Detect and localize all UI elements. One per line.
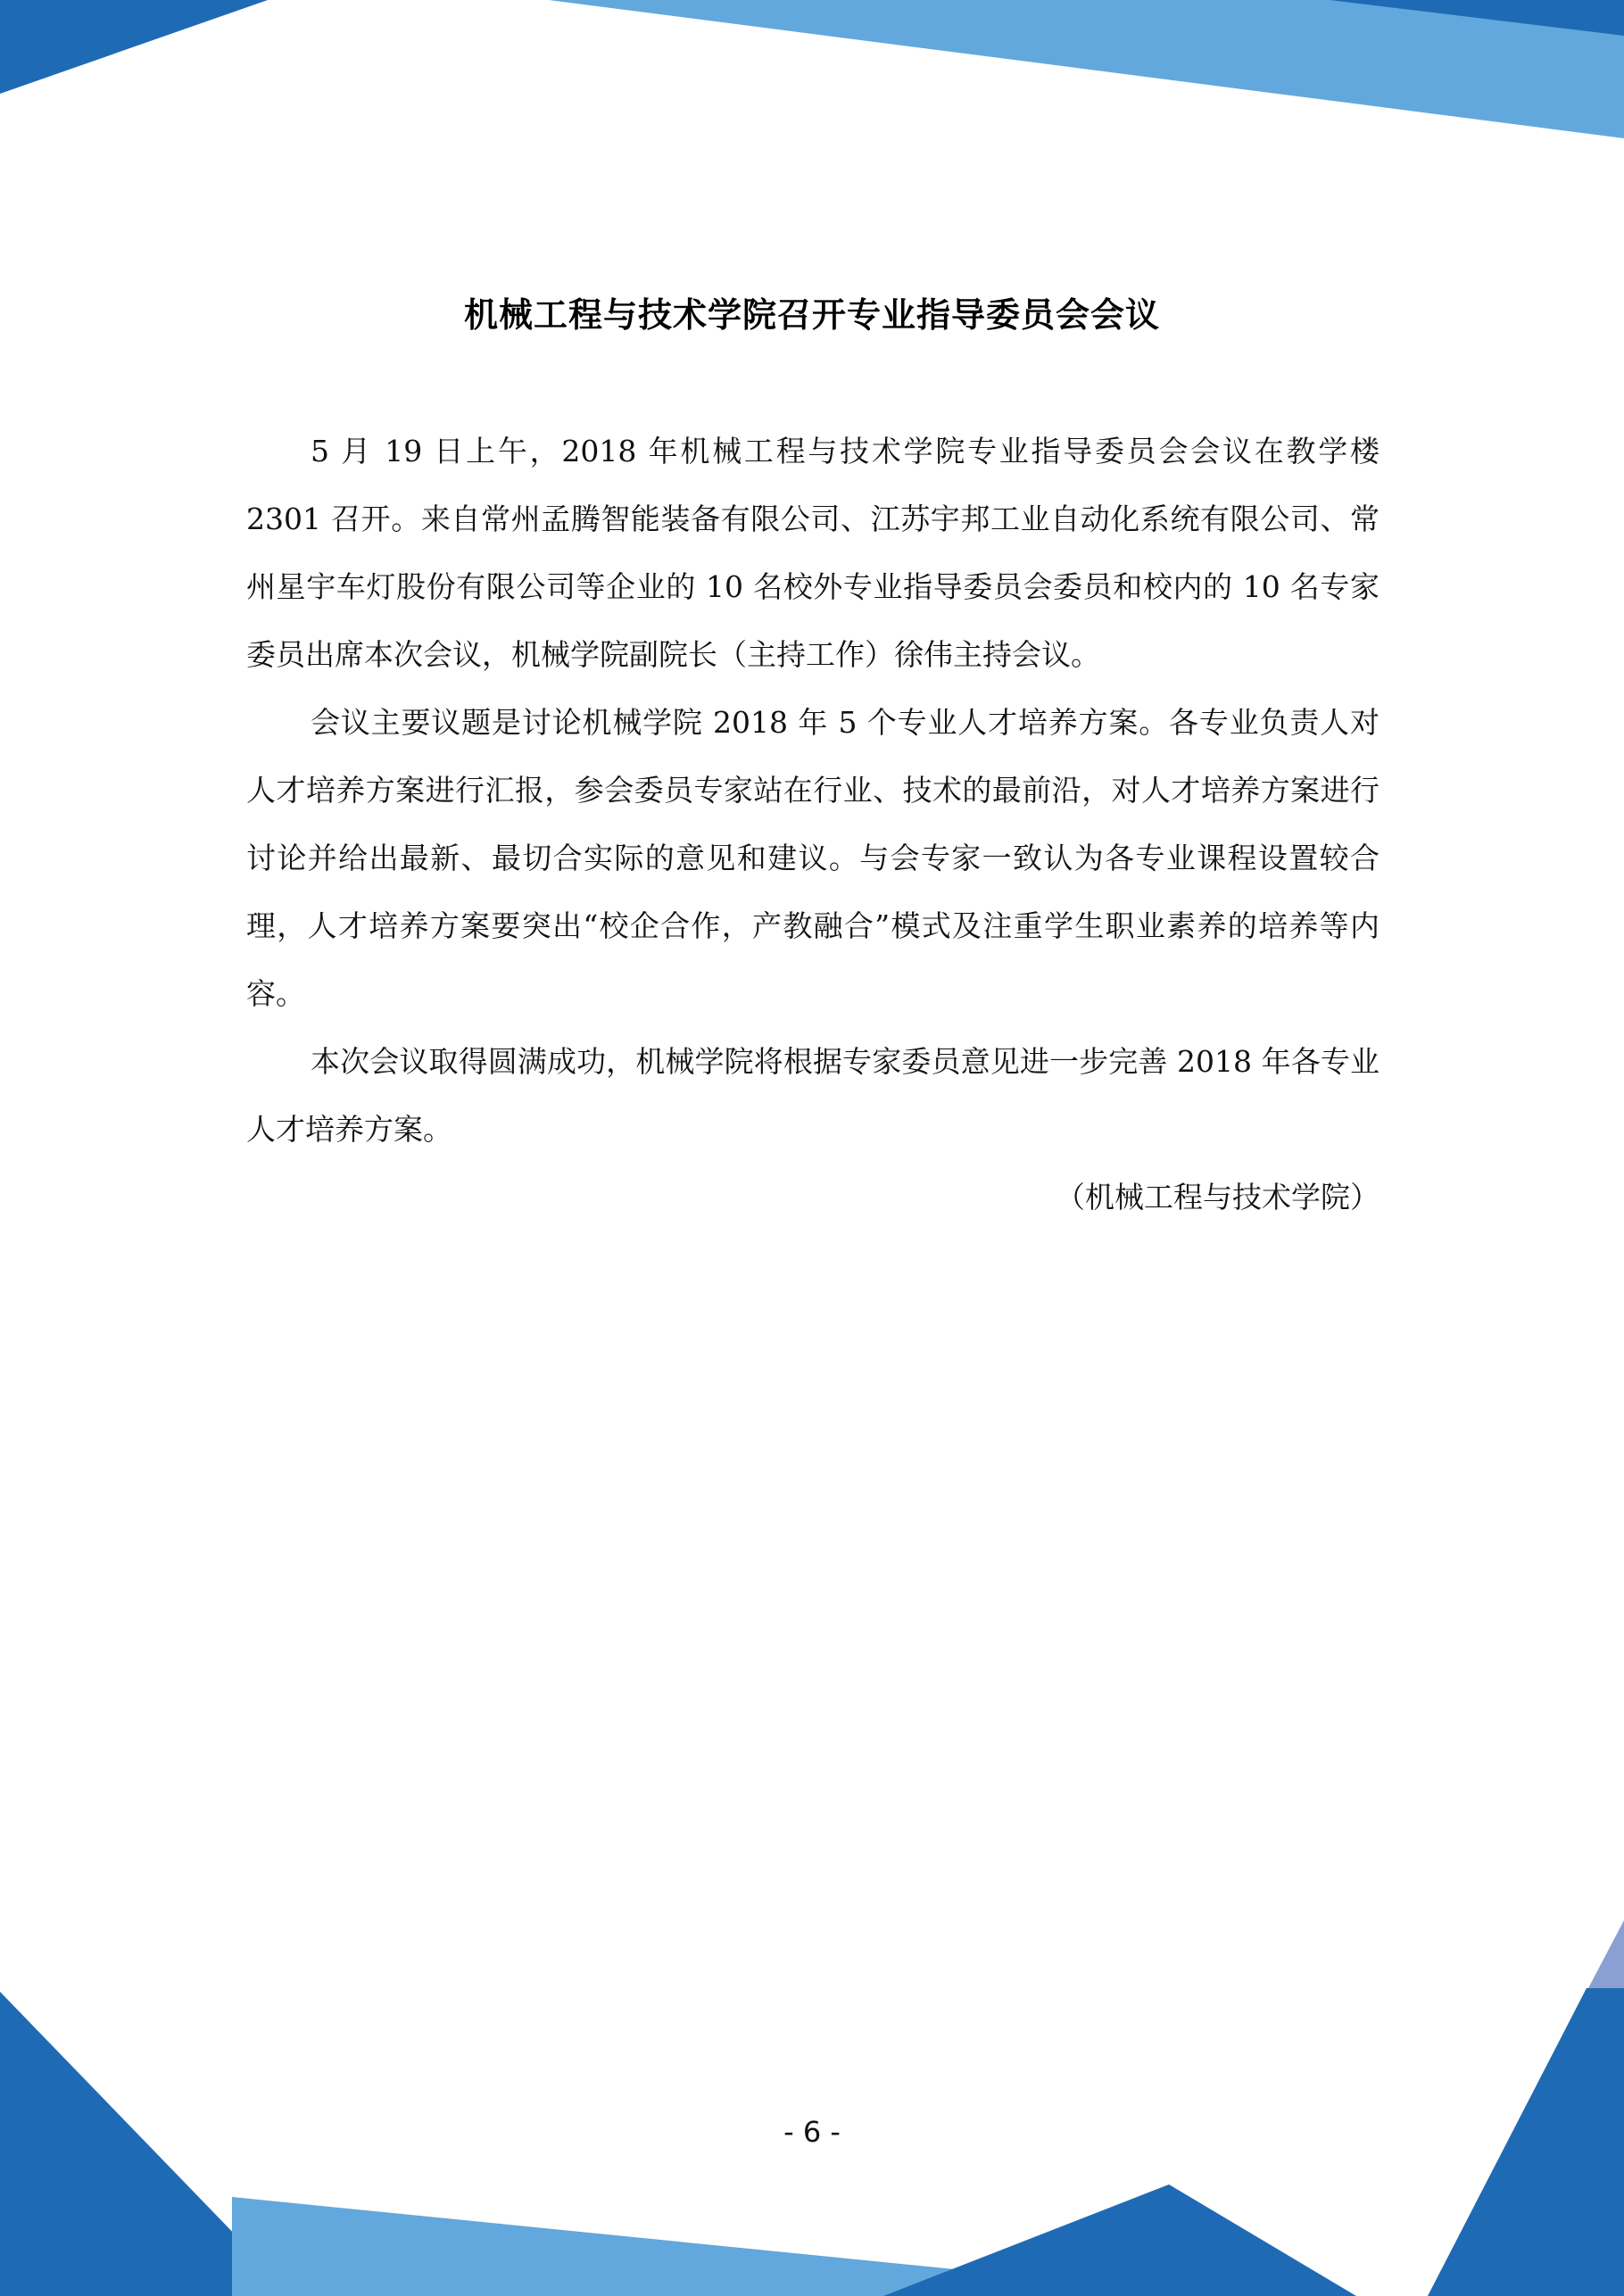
page-number: - 6 - (783, 2115, 841, 2149)
paragraph-3: 本次会议取得圆满成功，机械学院将根据专家委员意见进一步完善 2018 年各专业人才培养方案。 (246, 1044, 1380, 1147)
right-lavender-sliver (1588, 1920, 1624, 1992)
bottom-middle-dark-hill (883, 2184, 1356, 2296)
bottom-light-band (232, 2197, 1222, 2296)
top-left-dark-triangle (0, 0, 268, 94)
paragraph-1: 5 月 19 日上午，2018 年机械工程与技术学院专业指导委员会会议在教学楼 2301 召开。来自常州孟腾智能装备有限公司、江苏宇邦工业自动化系统有限公司、常州星宇车灯股份有限公司等企业的 10 名校外专业指导委员会委员和校内的 10 名专家委员出席本次会议，机械学院副院长（主持工作）徐伟主持会议。 (246, 434, 1380, 672)
paragraph-2: 会议主要议题是讨论机械学院 2018 年 5 个专业人才培养方案。各专业负责人对人才培养方案进行汇报，参会委员专家站在行业、技术的最前沿，对人才培养方案进行讨论并给出最新、最切合实际的意见和建议。与会专家一致认为各专业课程设置较合理，人才培养方案要突出“校企合作，产教融合”模式及注重学生职业素养的培养等内容。 (246, 705, 1380, 1011)
signature: （机械工程与技术学院） (1056, 1180, 1380, 1214)
top-light-band (549, 0, 1624, 138)
top-right-dark-triangle (1330, 0, 1624, 36)
article-title: 机械工程与技术学院召开专业指导委员会会议 (463, 295, 1160, 335)
article-body (246, 418, 1380, 1231)
